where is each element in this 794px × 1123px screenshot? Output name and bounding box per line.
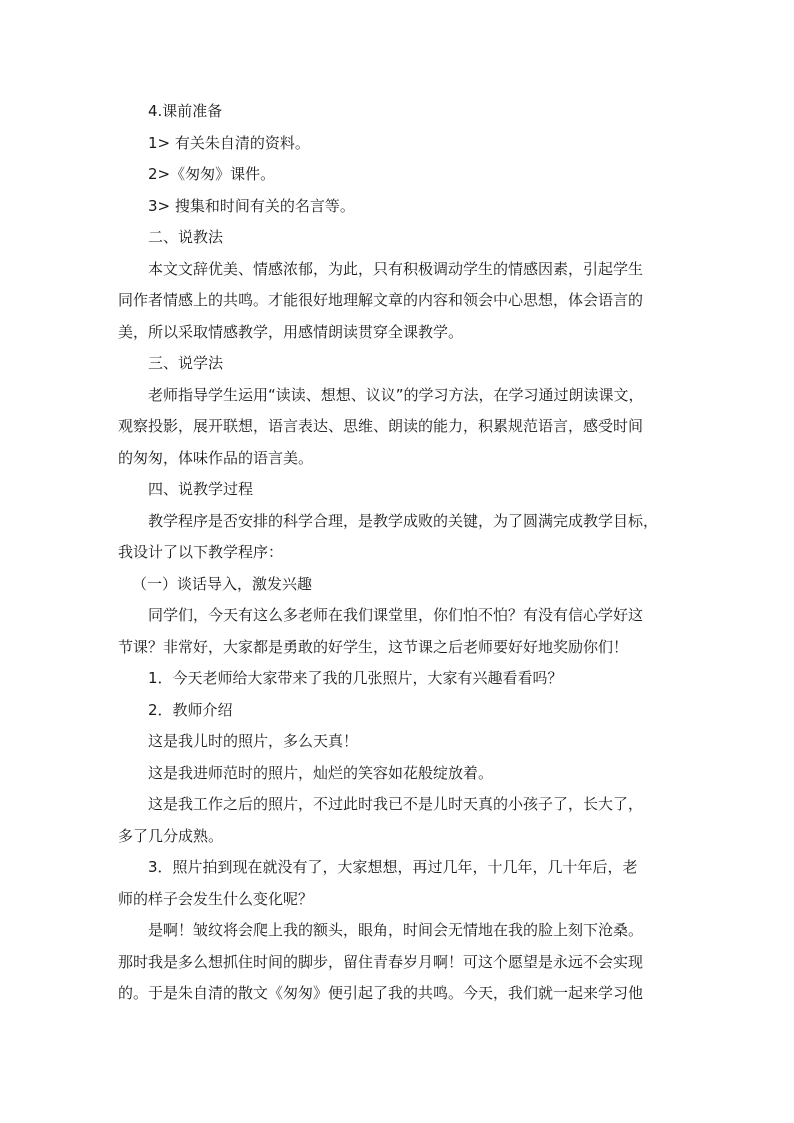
paragraph-line: 这是我工作之后的照片，不过此时我已不是儿时天真的小孩子了，长大了， [148,795,644,813]
prep-item-2: 2>《匆匆》课件。 [148,165,276,183]
paragraph-line: 美，所以采取情感教学，用感情朗读贯穿全课教学。 [118,323,464,341]
heading-teaching-process: 四、说教学过程 [148,480,254,498]
paragraph-line: 是啊！皱纹将会爬上我的额头，眼角，时间会无情地在我的脸上刻下沧桑。 [148,921,644,939]
paragraph-line: 我设计了以下教学程序： [118,543,284,561]
heading-teaching-method: 二、说教法 [148,228,224,246]
paragraph-line: 本文文辞优美、情感浓郁，为此，只有积极调动学生的情感因素，引起学生 [148,260,644,278]
paragraph-line: 同学们，今天有这么多老师在我们课堂里，你们怕不怕？有没有信心学好这 [148,606,644,624]
list-item-1: 1．今天老师给大家带来了我的几张照片，大家有兴趣看看吗？ [148,669,563,687]
paragraph-line: 老师指导学生运用“读读、想想、议议”的学习方法，在学习通过朗读课文， [148,386,644,404]
list-item-3: 3．照片拍到现在就没有了，大家想想，再过几年，十几年，几十年后，老 [148,858,638,876]
list-item-2: 2．教师介绍 [148,701,233,719]
paragraph-line: 观察投影，展开联想，语言表达、思维、朗读的能力，积累规范语言，感受时间 [118,417,644,435]
prep-item-3: 3> 搜集和时间有关的名言等。 [148,197,355,215]
paragraph-line: 同作者情感上的共鸣。才能很好地理解文章的内容和领会中心思想，体会语言的 [118,291,644,309]
heading-learning-method: 三、说学法 [148,354,224,372]
paragraph-line: 的匆匆，体味作品的语言美。 [118,449,314,467]
paragraph-line: 教学程序是否安排的科学合理，是教学成败的关键，为了圆满完成教学目标， [148,512,659,530]
subheading-introduction: （一）谈话导入，激发兴趣 [132,575,313,593]
paragraph-line: 那时我是多么想抓住时间的脚步，留住青春岁月啊！可这个愿望是永远不会实现 [118,953,644,971]
heading-lesson-preparation: 4.课前准备 [148,102,223,120]
paragraph-line: 这是我进师范时的照片，灿烂的笑容如花般绽放着。 [148,764,494,782]
paragraph-line: 节课？非常好，大家都是勇敢的好学生，这节课之后老师要好好地奖励你们！ [118,638,629,656]
paragraph-line: 多了几分成熟。 [118,827,224,845]
paragraph-line: 的。于是朱自清的散文《匆匆》便引起了我的共鸣。今天，我们就一起来学习他 [118,984,644,1002]
prep-item-1: 1> 有关朱自清的资料。 [148,134,310,152]
paragraph-line: 师的样子会发生什么变化呢？ [118,890,314,908]
paragraph-line: 这是我儿时的照片，多么天真！ [148,732,359,750]
